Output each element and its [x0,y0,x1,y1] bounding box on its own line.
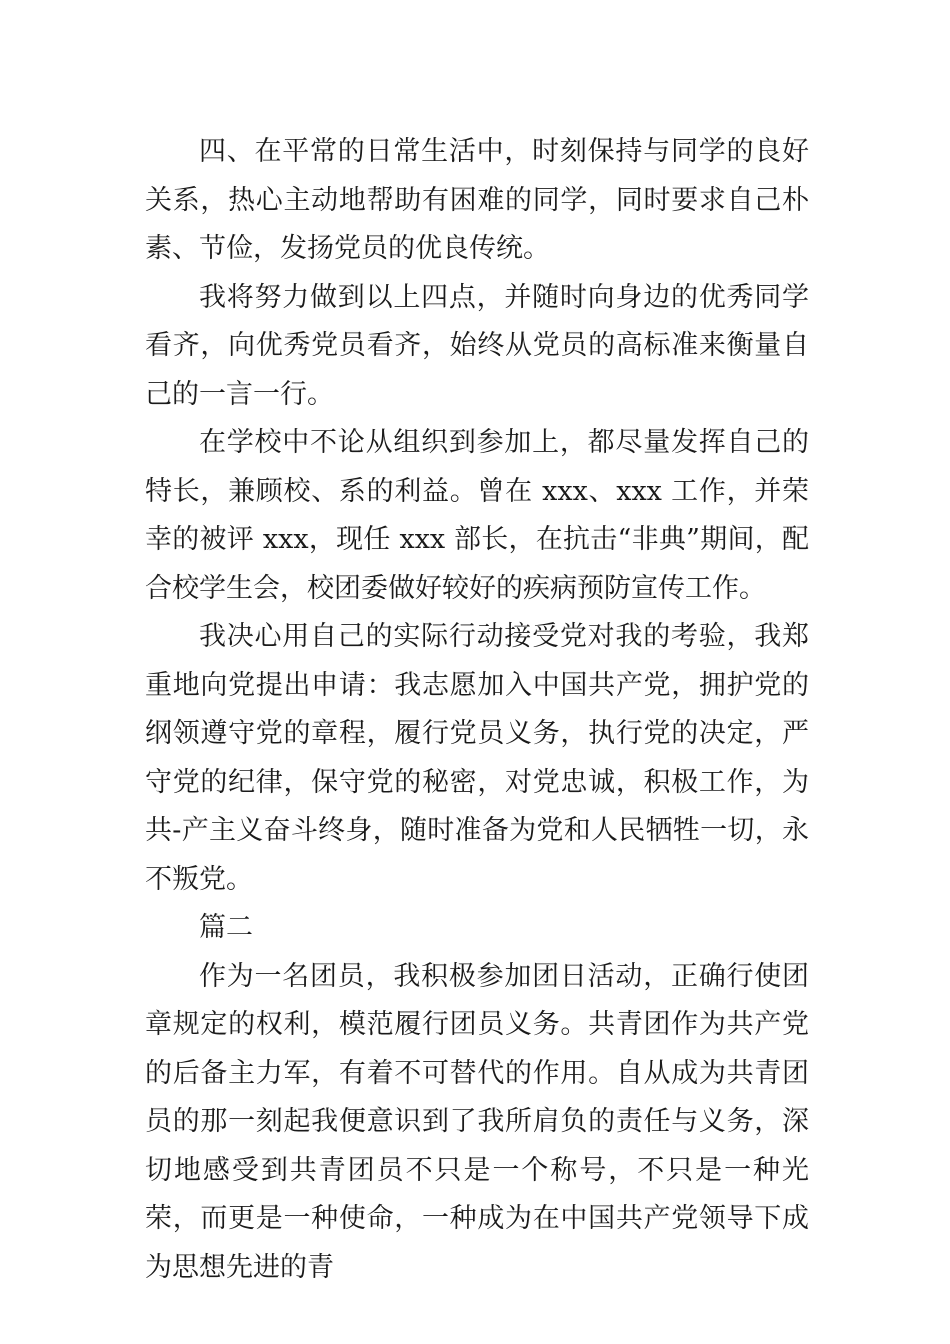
paragraph-league-member: 作为一名团员，我积极参加团日活动，正确行使团章规定的权利，模范履行团员义务。共青团作为共产党的后备主力军，有着不可替代的作用。自从成为共青团员的那一刻起我便意识到了我所肩负的责任与义务，深切地感受到共青团员不只是一个称号，不只是一种光荣，而更是一种使命，一种成为在中国共产党领导下成为思想先进的青 [145,960,809,1283]
document-body [145,128,809,1292]
paragraph-application: 我决心用自己的实际行动接受党对我的考验，我郑重地向党提出申请：我志愿加入中国共产党，拥护党的纲领遵守党的章程，履行党员义务，执行党的决定，严守党的纪律，保守党的秘密，对党忠诚，积极工作，为共-产主义奋斗终身，随时准备为党和人民牺牲一切，永不叛党。 [145,621,809,895]
paragraph-commitment: 我将努力做到以上四点，并随时向身边的优秀同学看齐，向优秀党员看齐，始终从党员的高标准来衡量自己的一言一行。 [145,281,809,410]
paragraph-item-4: 四、在平常的日常生活中，时刻保持与同学的良好关系，热心主动地帮助有困难的同学，同时要求自己朴素、节俭，发扬党员的优良传统。 [145,136,809,264]
paragraph-school-work: 在学校中不论从组织到参加上，都尽量发挥自己的特长，兼顾校、系的利益。曾在 xxx、xxx 工作，并荣幸的被评 xxx，现任 xxx 部长，在抗击“非典”期间，配合校学生会，校团委做好较好的疾病预防宣传工作。 [145,427,809,604]
section-heading: 篇二 [199,912,253,943]
